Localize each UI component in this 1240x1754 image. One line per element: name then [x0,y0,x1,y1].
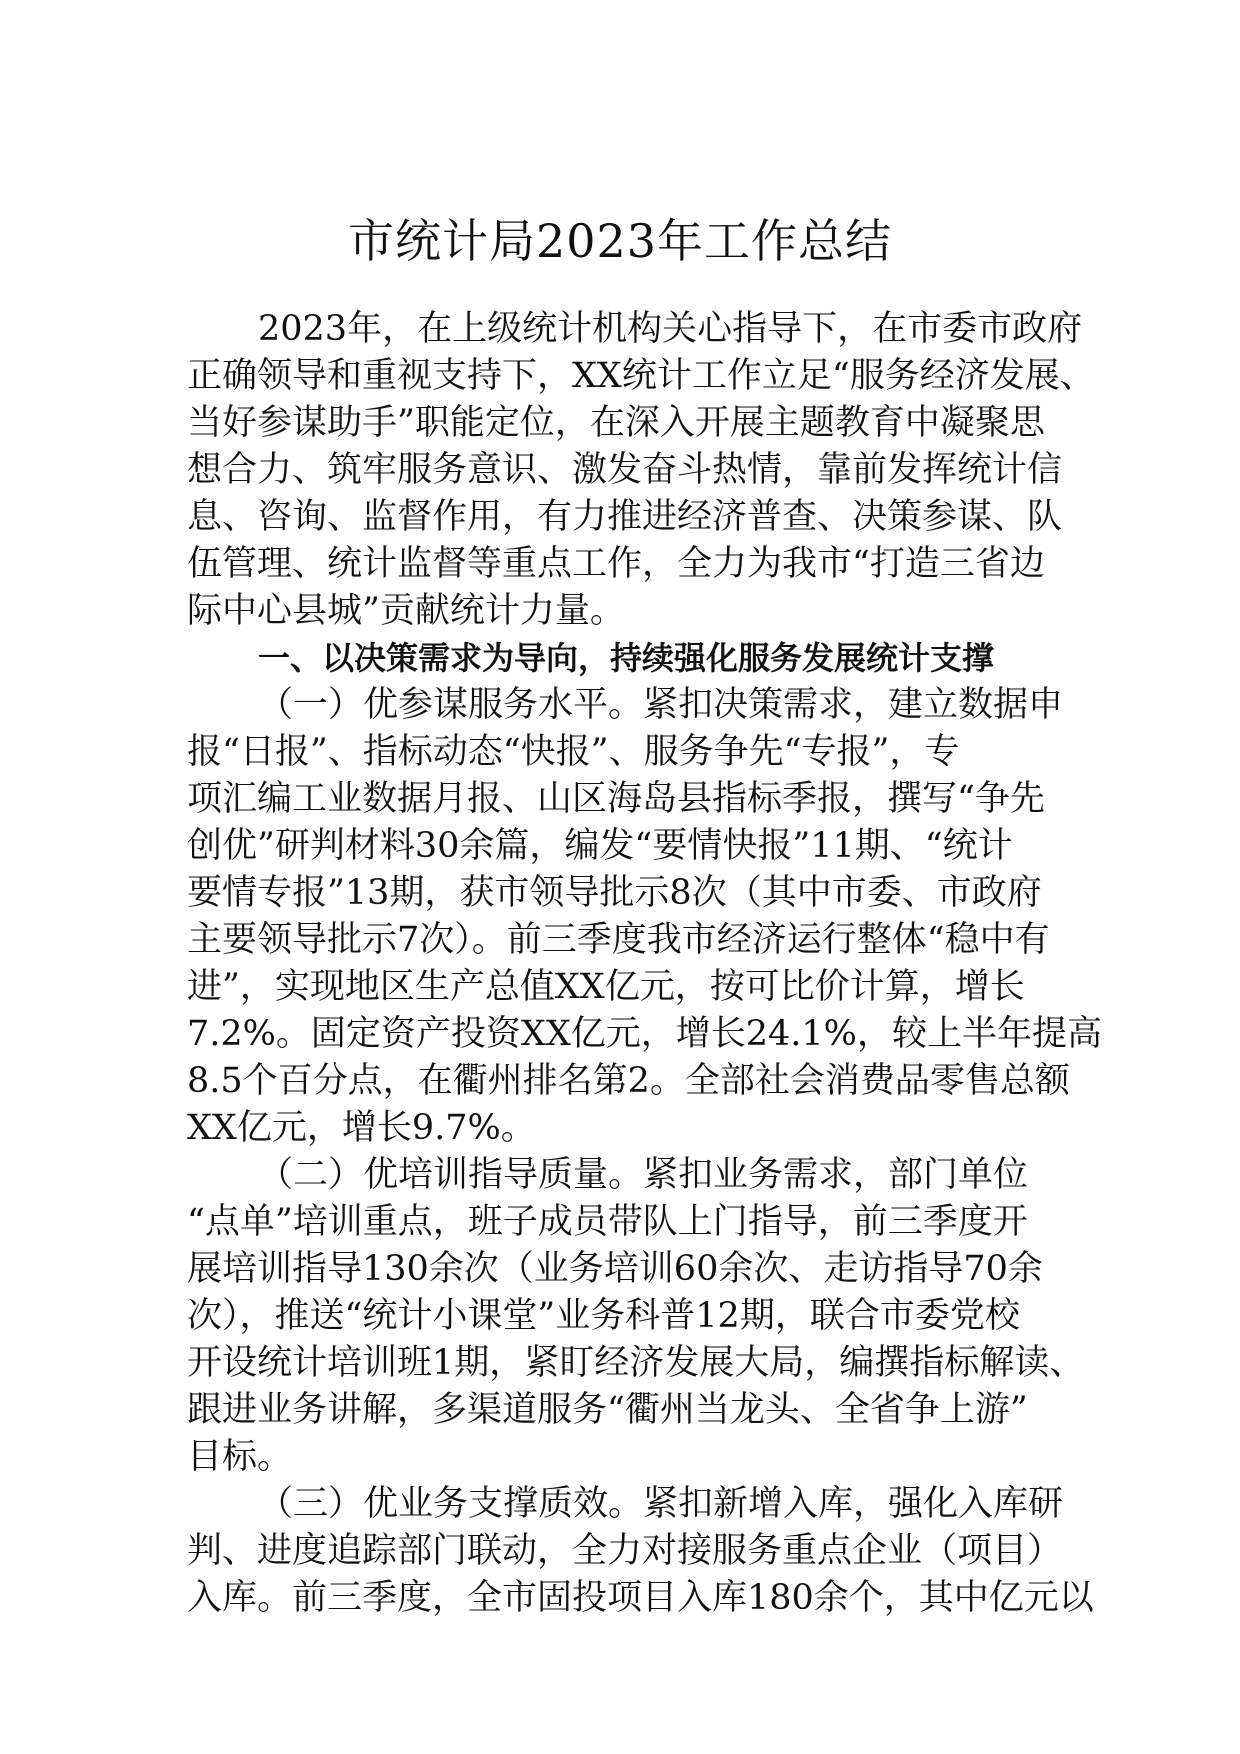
paragraph-line: 次），推送“统计小课堂”业务科普12期，联合市委党校 [187,1296,1020,1336]
paragraph-line: （一）优参谋服务水平。紧扣决策需求，建立数据申 [258,685,1064,725]
paragraph-line: （二）优培训指导质量。紧扣业务需求，部门单位 [258,1155,1029,1195]
paragraph-line: 8.5个百分点，在衢州排名第2。全部社会消费品零售总额 [187,1061,1070,1101]
paragraph-line: 判、进度追踪部门联动，全力对接服务重点企业（项目） [187,1531,1063,1571]
paragraph-line: 正确领导和重视支持下，XX统计工作立足“服务经济发展、 [187,356,1095,396]
paragraph-line: 主要领导批示7次）。前三季度我市经济运行整体“稳中有 [187,920,1050,960]
paragraph-line: 际中心县城”贡献统计力量。 [187,591,625,631]
paragraph-line: 伍管理、统计监督等重点工作，全力为我市“打造三省边 [187,544,1045,584]
paragraph-line: 跟进业务讲解，多渠道服务“衢州当龙头、全省争上游” [187,1390,1028,1430]
paragraph-line: 展培训指导130余次（业务培训60余次、走访指导70余 [187,1249,1043,1289]
section-heading: 一、以决策需求为导向，持续强化服务发展统计支撑 [258,639,995,677]
page-title: 市统计局2023年工作总结 [347,214,893,268]
paragraph-line: 进”，实现地区生产总值XX亿元，按可比价计算，增长 [187,967,1025,1007]
paragraph-line: 2023年，在上级统计机构关心指导下，在市委市政府 [258,309,1083,349]
paragraph-line: 当好参谋助手”职能定位，在深入开展主题教育中凝聚思 [187,403,1045,443]
paragraph-line: 入库。前三季度，全市固投项目入库180余个，其中亿元以 [187,1578,1094,1618]
paragraph-line: 要情专报”13期，获市领导批示8次（其中市委、市政府 [187,873,1042,913]
paragraph-line: 息、咨询、监督作用，有力推进经济普查、决策参谋、队 [187,497,1063,537]
paragraph-line: XX亿元，增长9.7%。 [187,1108,536,1148]
paragraph-line: 开设统计培训班1期，紧盯经济发展大局，编撰指标解读、 [187,1343,1085,1383]
paragraph-line: 7.2%。固定资产投资XX亿元，增长24.1%，较上半年提高 [187,1014,1102,1054]
paragraph-line: 项汇编工业数据月报、山区海岛县指标季报，撰写“争先 [187,779,1045,819]
paragraph-line: （三）优业务支撑质效。紧扣新增入库，强化入库研 [258,1484,1064,1524]
paragraph-line: 想合力、筑牢服务意识、激发奋斗热情，靠前发挥统计信 [187,450,1063,490]
paragraph-line: 报“日报”、指标动态“快报”、服务争先“专报”，专 [187,732,960,772]
paragraph-line: “点单”培训重点，班子成员带队上门指导，前三季度开 [187,1202,1028,1242]
paragraph-line: 创优”研判材料30余篇，编发“要情快报”11期、“统计 [187,826,1013,866]
paragraph-line: 目标。 [187,1437,293,1477]
